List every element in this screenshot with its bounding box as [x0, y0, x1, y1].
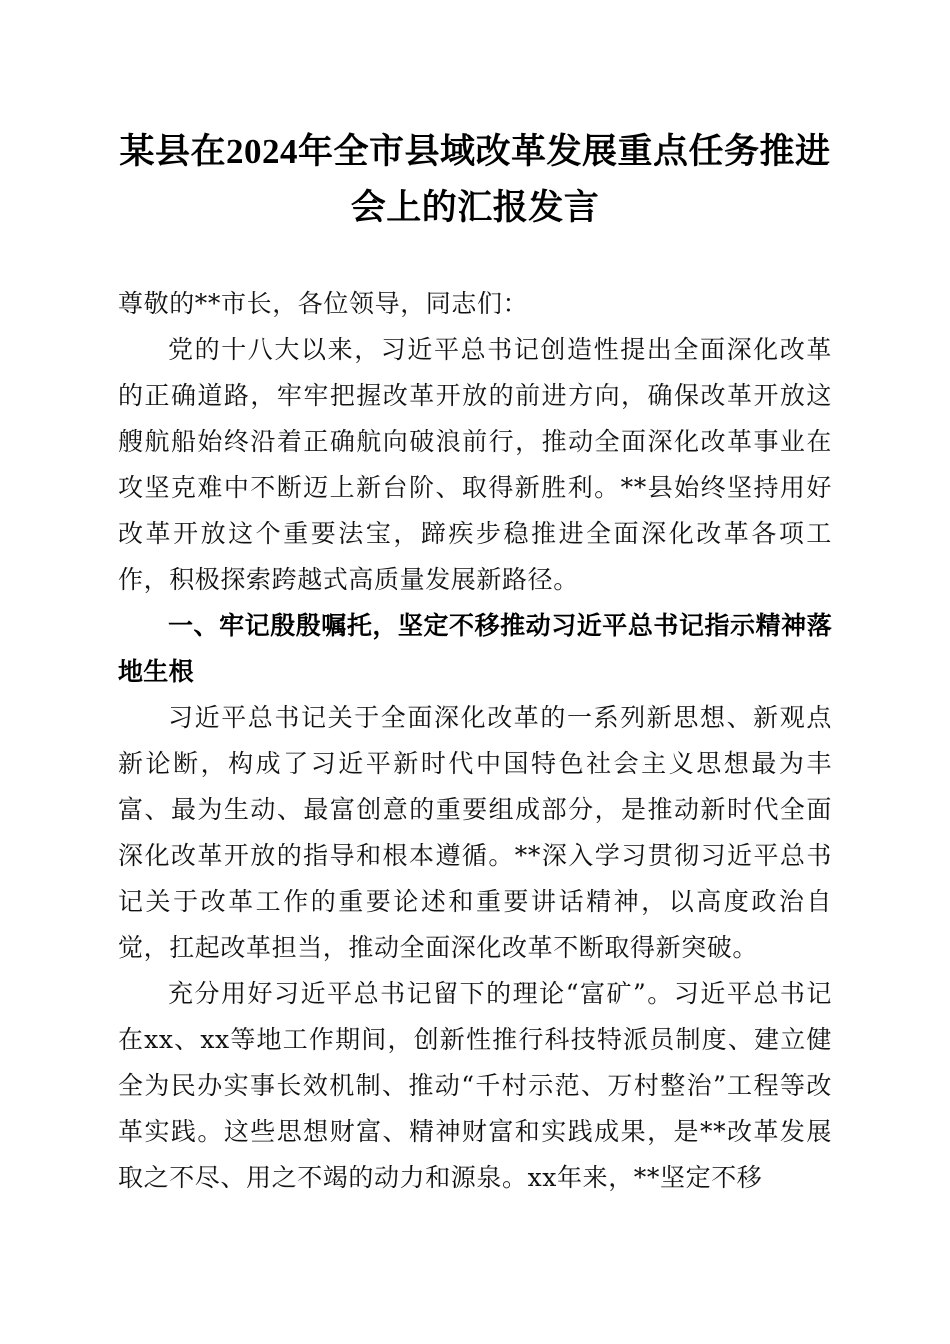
salutation-line: 尊敬的**市长，各位领导，同志们： [118, 289, 529, 318]
body-paragraph-2: 习近平总书记关于全面深化改革的一系列新思想、新观点新论断，构成了习近平新时代中国特色社会主义思想最为丰富、最为生动、最富创意的重要组成部分，是推动新时代全面深化改革开放的指导和根本遵循。**深入学习贯彻习近平总书记关于改革工作的重要论述和重要讲话精神，以高度政治自觉，扛起改革担当，推动全面深化改革不断取得新突破。 [118, 703, 832, 962]
body-paragraph-1: 党的十八大以来，习近平总书记创造性提出全面深化改革的正确道路，牢牢把握改革开放的前进方向，确保改革开放这艘航船始终沿着正确航向破浪前行，推动全面深化改革事业在攻坚克难中不断迈上新台阶、取得新胜利。**县始终坚持用好改革开放这个重要法宝，蹄疾步稳推进全面深化改革各项工作，积极探索跨越式高质量发展新路径。 [118, 335, 832, 594]
section-heading-1: 一、牢记殷殷嘱托，坚定不移推动习近平总书记指示精神落地生根 [118, 612, 832, 686]
body-paragraph-3: 充分用好习近平总书记留下的理论“富矿”。习近平总书记在xx、xx等地工作期间，创新性推行科技特派员制度、建立健全为民办实事长效机制、推动“千村示范、万村整治”工程等改革实践。这些思想财富、精神财富和实践成果，是**改革发展取之不尽、用之不竭的动力和源泉。xx年来，**坚定不移 [118, 979, 832, 1192]
page-content-area [118, 0, 832, 1201]
page-title: 某县在2024年全市县域改革发展重点任务推进会上的汇报发言 [119, 132, 831, 227]
